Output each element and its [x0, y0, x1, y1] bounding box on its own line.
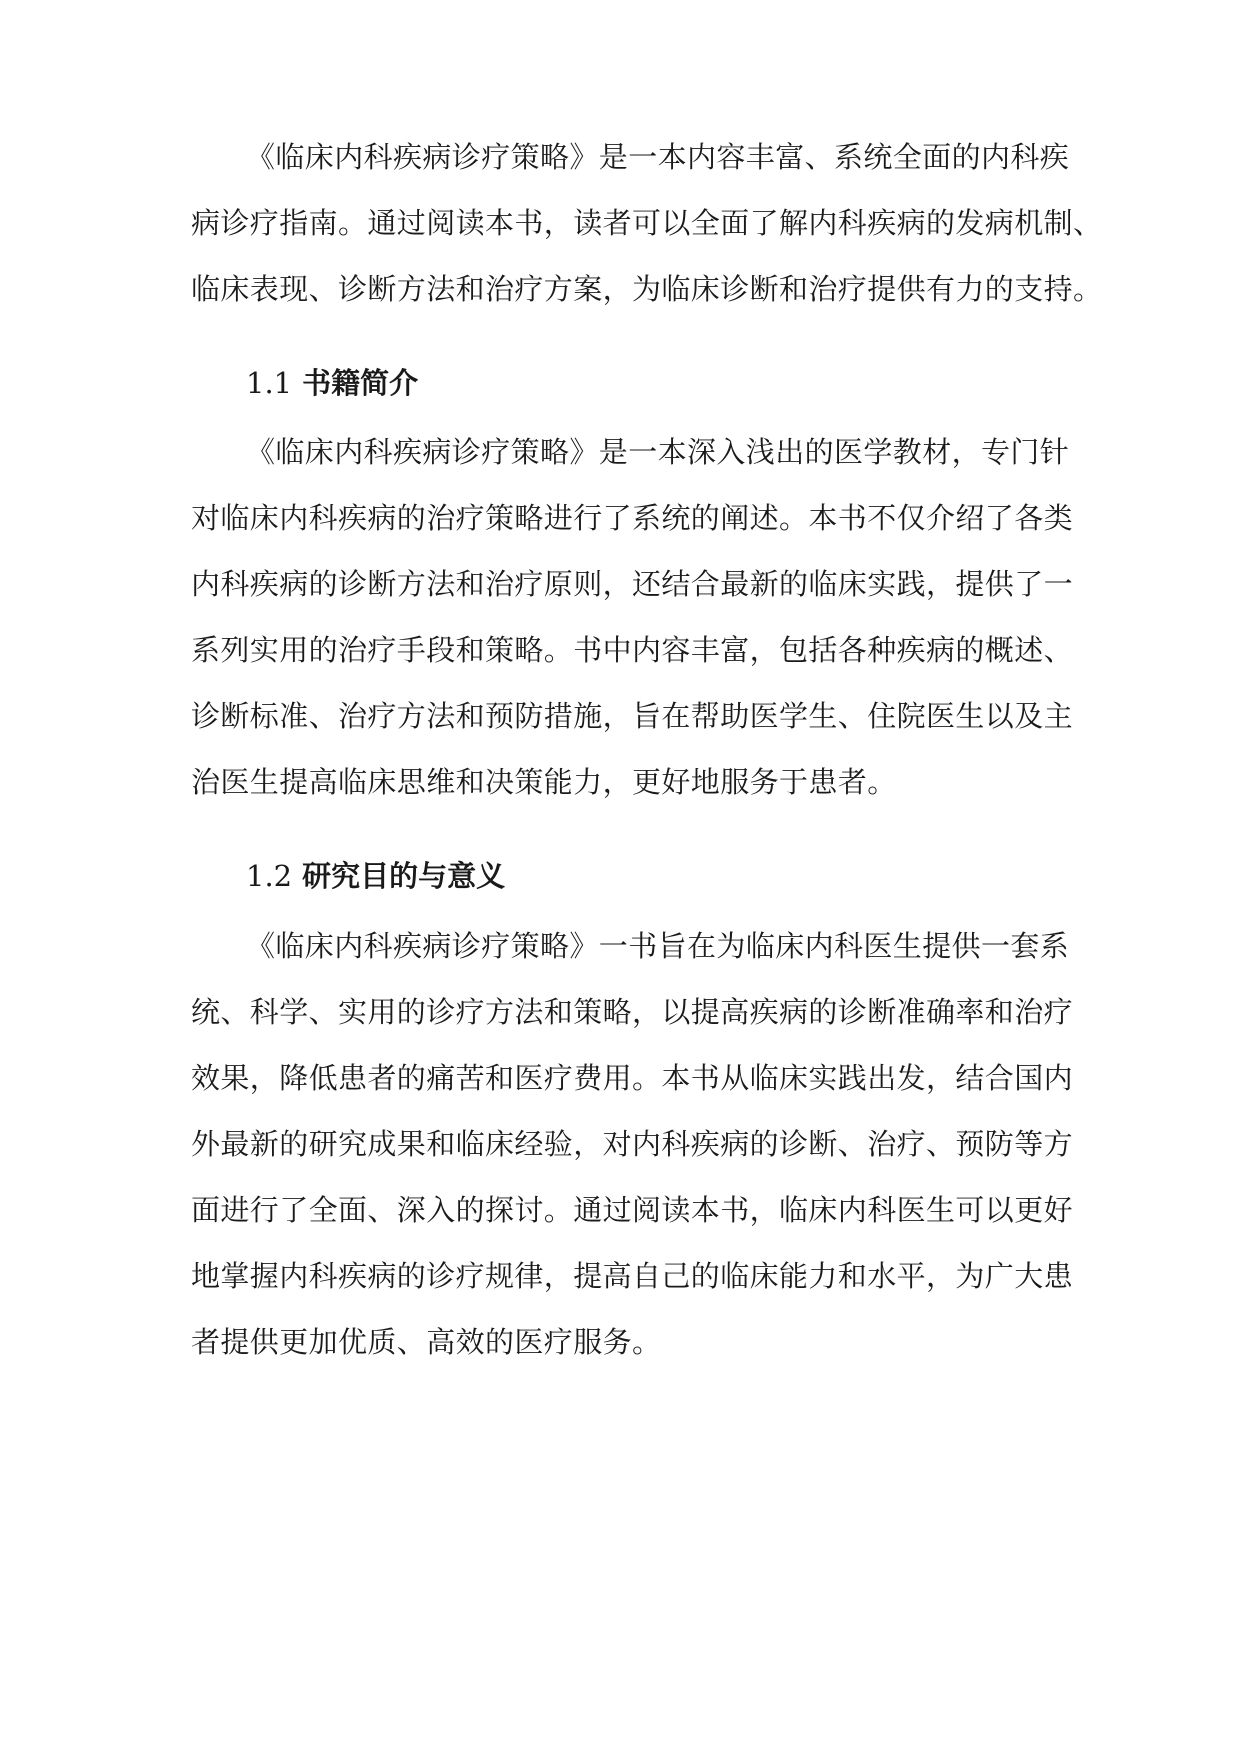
section-number: 1.2 [246, 859, 293, 893]
text-line: 统、科学、实用的诊疗方法和策略，以提高疾病的诊断准确率和治疗 [191, 995, 1074, 1029]
text-line: 系列实用的治疗手段和策略。书中内容丰富，包括各种疾病的概述、 [191, 633, 1074, 667]
text-line: 临床表现、诊断方法和治疗方案，为临床诊断和治疗提供有力的支持。 [191, 272, 1103, 306]
text-line: 《临床内科疾病诊疗策略》是一本深入浅出的医学教材，专门针 [246, 435, 1070, 469]
text-line: 内科疾病的诊断方法和治疗原则，还结合最新的临床实践，提供了一 [191, 567, 1074, 601]
section-title: 研究目的与意义 [302, 859, 506, 893]
text-line: 《临床内科疾病诊疗策略》是一本内容丰富、系统全面的内科疾 [246, 140, 1070, 174]
text-line: 病诊疗指南。通过阅读本书，读者可以全面了解内科疾病的发病机制、 [191, 206, 1103, 240]
text-line: 地掌握内科疾病的诊疗规律，提高自己的临床能力和水平，为广大患 [191, 1259, 1074, 1293]
section-number: 1.1 [246, 366, 293, 400]
text-line: 对临床内科疾病的治疗策略进行了系统的阐述。本书不仅介绍了各类 [191, 501, 1074, 535]
text-line: 诊断标准、治疗方法和预防措施，旨在帮助医学生、住院医生以及主 [191, 699, 1074, 733]
text-line: 外最新的研究成果和临床经验，对内科疾病的诊断、治疗、预防等方 [191, 1127, 1074, 1161]
text-line: 者提供更加优质、高效的医疗服务。 [191, 1325, 662, 1359]
section-heading-1-2 [246, 856, 505, 896]
text-line: 《临床内科疾病诊疗策略》一书旨在为临床内科医生提供一套系 [246, 929, 1070, 963]
section-heading-1-1 [246, 363, 418, 403]
text-line: 面进行了全面、深入的探讨。通过阅读本书，临床内科医生可以更好 [191, 1193, 1074, 1227]
text-line: 治医生提高临床思维和决策能力，更好地服务于患者。 [191, 765, 897, 799]
section-title: 书籍简介 [302, 366, 419, 400]
text-line: 效果，降低患者的痛苦和医疗费用。本书从临床实践出发，结合国内 [191, 1061, 1074, 1095]
